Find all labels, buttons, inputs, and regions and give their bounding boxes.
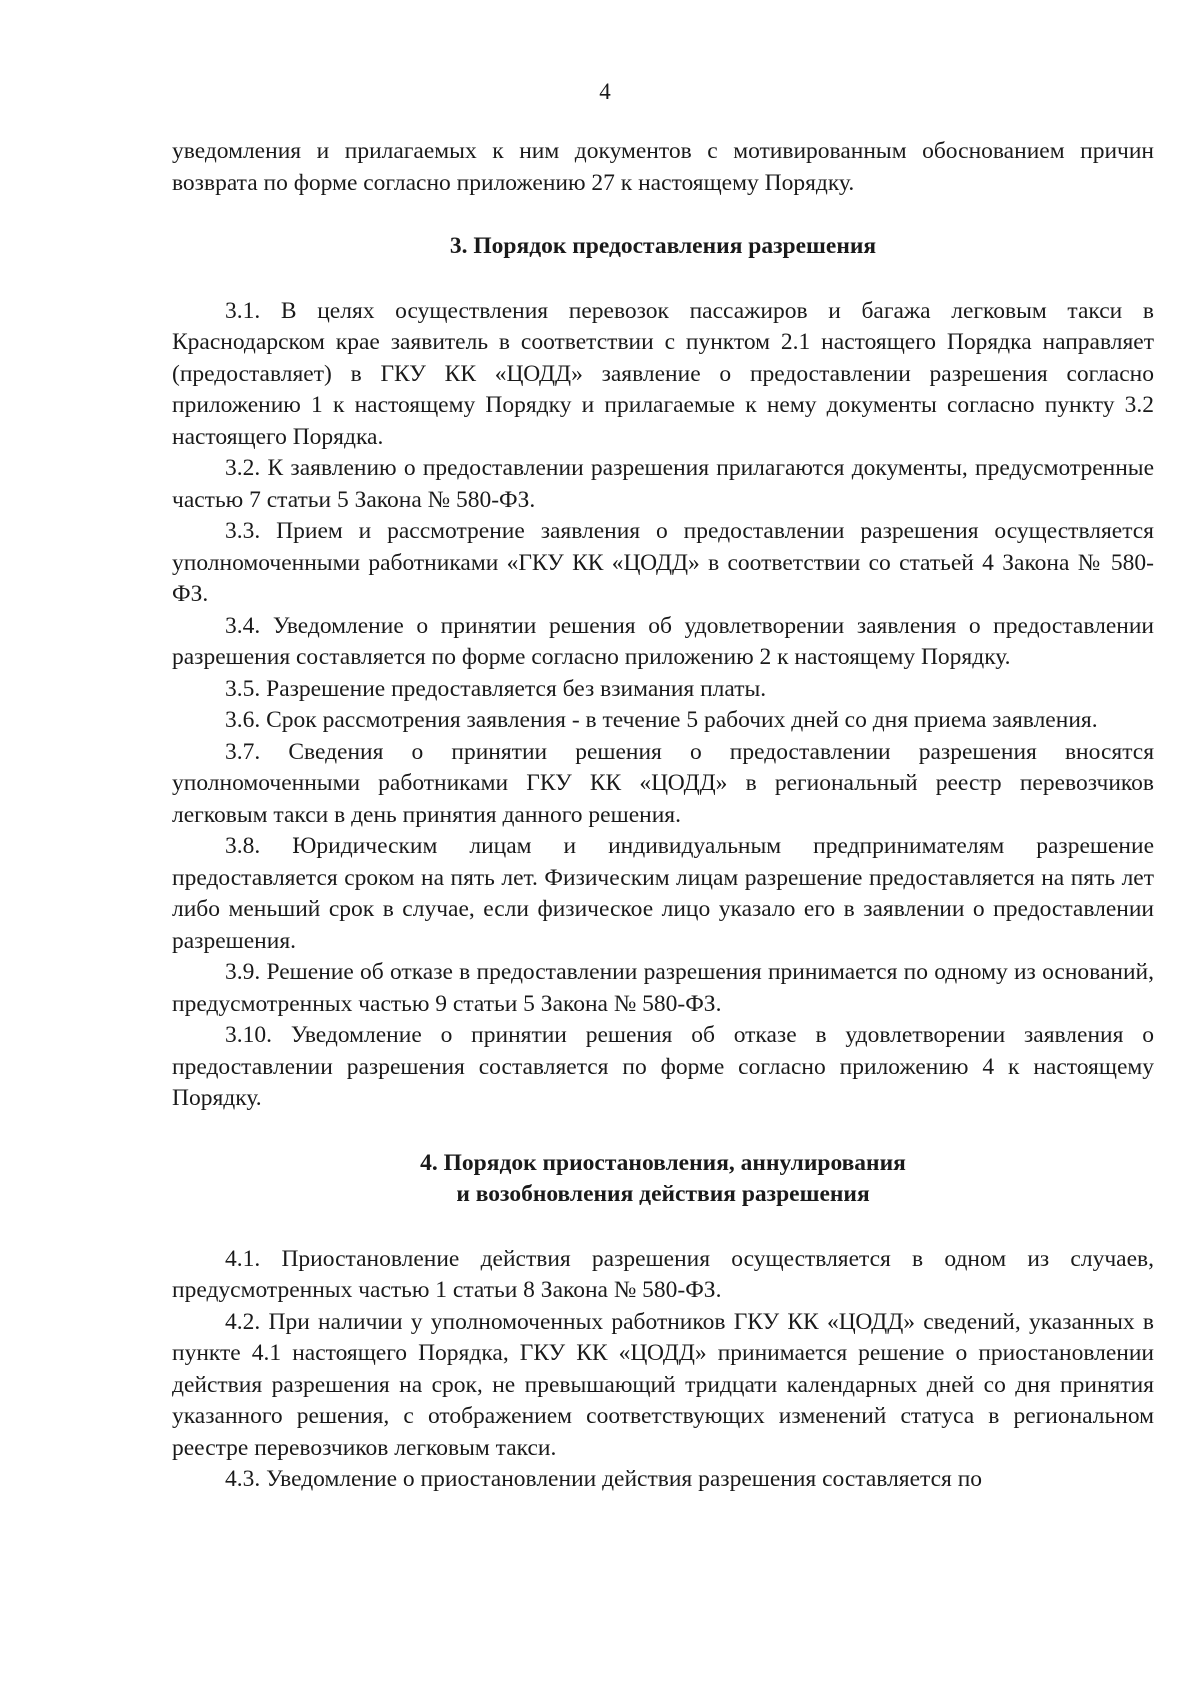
section-4-heading (172, 1148, 1154, 1211)
section-4-heading-line-1: 4. Порядок приостановления, аннулирования (420, 1149, 906, 1176)
paragraph-3-1: 3.1. В целях осуществления перевозок пассажиров и багажа легковым такси в Краснодарском крае заявитель в соответствии с пунктом 2.1 настоящего Порядка направляет (предоставляет) в ГКУ КК «ЦОДД» заявление о предоставлении разрешения согласно приложению 1 к настоящему Порядку и прилагаемые к нему документы согласно пункту 3.2 настоящего Порядка. (172, 297, 1154, 450)
paragraph-4-1: 4.1. Приостановление действия разрешения осуществляется в одном из случаев, предусмотренных частью 1 статьи 8 Закона № 580-ФЗ. (172, 1245, 1154, 1303)
section-4-heading-line-2: и возобновления действия разрешения (456, 1181, 870, 1207)
paragraph-3-9: 3.9. Решение об отказе в предоставлении разрешения принимается по одному из оснований, предусмотренных частью 9 статьи 5 Закона № 580-ФЗ. (172, 959, 1154, 1017)
paragraph-3-4: 3.4. Уведомление о принятии решения об удовлетворении заявления о предоставлении разрешения составляется по форме согласно приложению 2 к настоящему Порядку. (172, 612, 1154, 670)
paragraph-4-3: 4.3. Уведомление о приостановлении действия разрешения составляется по (225, 1466, 983, 1492)
intro-paragraph: уведомления и прилагаемых к ним документов с мотивированным обоснованием причин возврата по форме согласно приложению 27 к настоящему Порядку. (172, 138, 1154, 196)
paragraph-3-5: 3.5. Разрешение предоставляется без взимания платы. (225, 675, 767, 702)
paragraph-3-3: 3.3. Прием и рассмотрение заявления о предоставлении разрешения осуществляется уполномоченными работниками «ГКУ КК «ЦОДД» в соответствии со статьей 4 Закона № 580-ФЗ. (172, 518, 1154, 607)
paragraph-4-2: 4.2. При наличии у уполномоченных работников ГКУ КК «ЦОДД» сведений, указанных в пункте 4.1 настоящего Порядка, ГКУ КК «ЦОДД» принимается решение о приостановлении действия разрешения на срок, не превышающий тридцати календарных дней со дня принятия указанного решения, с отображением соответствующих изменений статуса в региональном реестре перевозчиков легковым такси. (172, 1308, 1154, 1461)
paragraph-3-7: 3.7. Сведения о принятии решения о предоставлении разрешения вносятся уполномоченными работниками ГКУ КК «ЦОДД» в региональный реестр перевозчиков легковым такси в день принятия данного решения. (172, 738, 1154, 828)
document-body (172, 136, 1154, 1496)
paragraph-3-6: 3.6. Срок рассмотрения заявления - в течение 5 рабочих дней со дня приема заявления. (225, 707, 1098, 733)
paragraph-3-10: 3.10. Уведомление о принятии решения об отказе в удовлетворении заявления о предоставлении разрешения составляется по форме согласно приложению 4 к настоящему Порядку. (172, 1022, 1154, 1111)
paragraph-3-2: 3.2. К заявлению о предоставлении разрешения прилагаются документы, предусмотренные частью 7 статьи 5 Закона № 580-ФЗ. (172, 455, 1154, 513)
page-number: 4 (599, 79, 611, 104)
paragraph-3-8: 3.8. Юридическим лицам и индивидуальным предпринимателям разрешение предоставляется сроком на пять лет. Физическим лицам разрешение предоставляется на пять лет либо меньший срок в случае, если физическое лицо указало его в заявлении о предоставлении разрешения. (172, 833, 1154, 954)
section-3-heading: 3. Порядок предоставления разрешения (449, 233, 877, 259)
